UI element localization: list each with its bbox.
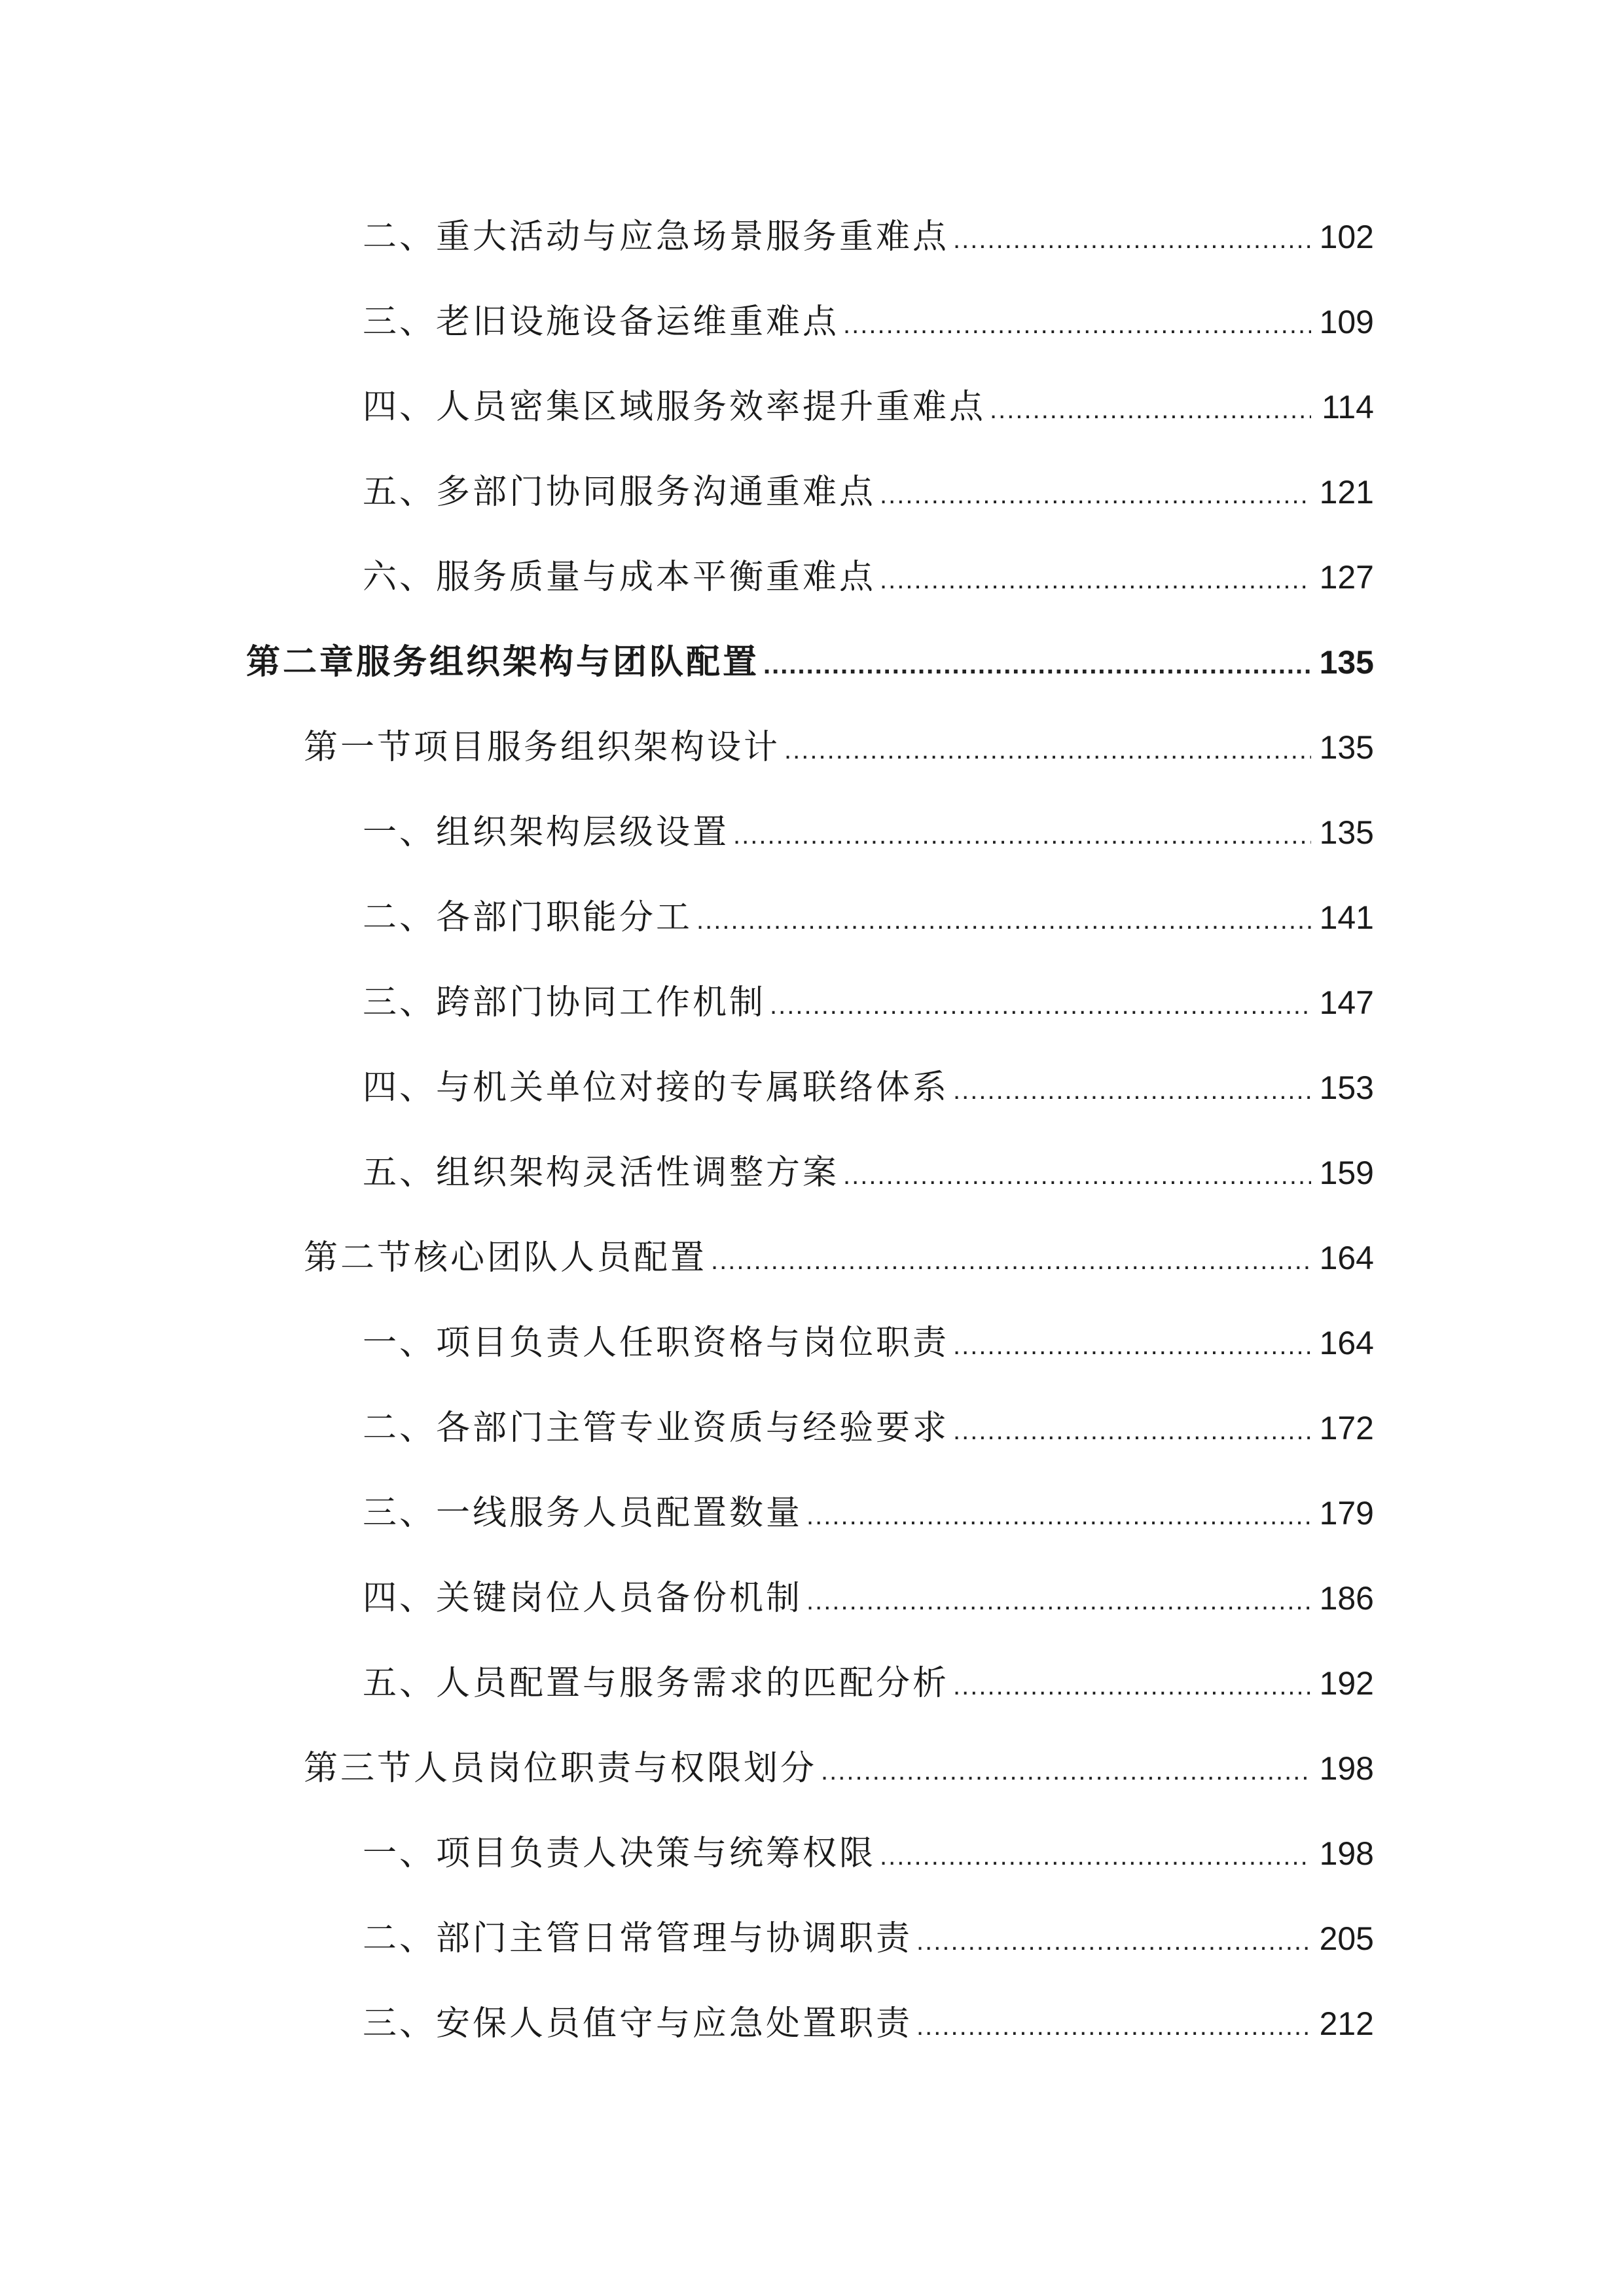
toc-entry[interactable]: [363, 1402, 1374, 1454]
toc-section-entry[interactable]: [304, 1232, 1374, 1284]
toc-dot-leader: [821, 1745, 1311, 1797]
toc-entry-title: 二、各部门主管专业资质与经验要求: [363, 1408, 950, 1448]
toc-dot-leader: [953, 213, 1311, 266]
toc-dot-leader: [880, 554, 1311, 606]
toc-dot-leader: [953, 1319, 1311, 1372]
toc-entry-title: 第二章服务组织架构与团队配置: [246, 643, 760, 682]
toc-entry-title: 三、安保人员值守与应急处置职责: [363, 2004, 913, 2043]
toc-entry-title: 第一节项目服务组织架构设计: [304, 728, 781, 767]
toc-dot-leader: [733, 809, 1311, 861]
toc-entry[interactable]: [363, 1487, 1374, 1539]
toc-entry-title: 四、人员密集区域服务效率提升重难点: [363, 387, 986, 427]
toc-entry-page: 159: [1319, 1155, 1374, 1191]
toc-entry-title: 一、项目负责人任职资格与岗位职责: [363, 1323, 950, 1363]
toc-entry[interactable]: [363, 1998, 1374, 2050]
toc-entry[interactable]: [363, 1147, 1374, 1199]
toc-entry-page: 135: [1319, 729, 1374, 766]
toc-entry-page: 192: [1319, 1665, 1374, 1702]
toc-entry-title: 一、组织架构层级设置: [363, 813, 730, 852]
toc-entry-title: 五、多部门协同服务沟通重难点: [363, 473, 876, 512]
toc-entry[interactable]: [363, 806, 1374, 859]
toc-dot-leader: [843, 1149, 1311, 1202]
toc-entry[interactable]: [363, 1572, 1374, 1624]
toc-entry-title: 第三节人员岗位职责与权限划分: [304, 1749, 818, 1788]
toc-entry-page: 186: [1319, 1580, 1374, 1617]
toc-dot-leader: [953, 1405, 1311, 1457]
toc-entry-title: 四、与机关单位对接的专属联络体系: [363, 1068, 950, 1107]
toc-dot-leader: [806, 1490, 1311, 1542]
toc-dot-leader: [880, 469, 1311, 521]
toc-dot-leader: [990, 384, 1311, 436]
toc-entry-title: 二、重大活动与应急场景服务重难点: [363, 217, 950, 257]
toc-entry-page: 127: [1319, 559, 1374, 596]
toc-entry-title: 五、人员配置与服务需求的匹配分析: [363, 1664, 950, 1703]
toc-entry-page: 109: [1319, 304, 1374, 340]
toc-entry-page: 135: [1319, 644, 1374, 681]
toc-entry-page: 179: [1319, 1495, 1374, 1532]
toc-entry-page: 102: [1319, 219, 1374, 255]
toc-section-entry[interactable]: [304, 721, 1374, 774]
toc-entry[interactable]: [363, 296, 1374, 348]
toc-entry-page: 205: [1319, 1920, 1374, 1957]
toc-entry[interactable]: [363, 1827, 1374, 1880]
toc-entry-title: 六、服务质量与成本平衡重难点: [363, 558, 876, 597]
toc-entry[interactable]: [363, 1062, 1374, 1114]
toc-entry-title: 二、部门主管日常管理与协调职责: [363, 1919, 913, 1958]
toc-entry[interactable]: [363, 211, 1374, 263]
toc-entry[interactable]: [363, 977, 1374, 1029]
toc-chapter-entry[interactable]: [246, 636, 1374, 689]
toc-entry-title: 三、老旧设施设备运维重难点: [363, 302, 840, 342]
toc-entry-page: 164: [1319, 1240, 1374, 1276]
toc-entry-title: 五、组织架构灵活性调整方案: [363, 1153, 840, 1193]
toc-entry[interactable]: [363, 466, 1374, 518]
toc-dot-leader: [711, 1234, 1311, 1287]
toc-entry-title: 二、各部门职能分工: [363, 898, 693, 937]
toc-entry-page: 164: [1319, 1325, 1374, 1361]
toc-dot-leader: [843, 298, 1311, 351]
toc-entry-page: 135: [1319, 814, 1374, 851]
toc-dot-leader: [916, 1915, 1311, 1967]
toc-entry-page: 212: [1319, 2005, 1374, 2042]
toc-entry-page: 153: [1319, 1069, 1374, 1106]
toc-entry-title: 一、项目负责人决策与统筹权限: [363, 1834, 876, 1873]
toc-entry-title: 第二节核心团队人员配置: [304, 1238, 708, 1278]
toc-dot-leader: [696, 894, 1311, 946]
toc-entry[interactable]: [363, 551, 1374, 603]
toc-entry-title: 四、关键岗位人员备份机制: [363, 1579, 803, 1618]
toc-dot-leader: [770, 979, 1311, 1031]
toc-section-entry[interactable]: [304, 1742, 1374, 1795]
toc-dot-leader: [953, 1064, 1311, 1117]
toc-entry-page: 141: [1319, 899, 1374, 936]
toc-dot-leader: [916, 2000, 1311, 2053]
toc-entry[interactable]: [363, 381, 1374, 433]
toc-dot-leader: [880, 1830, 1311, 1882]
toc-entry-page: 198: [1319, 1750, 1374, 1787]
toc-entry-page: 198: [1319, 1835, 1374, 1872]
toc-entry[interactable]: [363, 1657, 1374, 1710]
toc-entry-title: 三、跨部门协同工作机制: [363, 983, 767, 1022]
toc-entry-title: 三、一线服务人员配置数量: [363, 1494, 803, 1533]
toc-dot-leader: [806, 1575, 1311, 1627]
toc-entry-page: 121: [1319, 474, 1374, 511]
toc-entry[interactable]: [363, 1912, 1374, 1965]
toc-entry-page: 147: [1319, 984, 1374, 1021]
toc-entry-page: 172: [1319, 1410, 1374, 1446]
toc-entry[interactable]: [363, 1317, 1374, 1369]
toc-dot-leader: [953, 1660, 1311, 1712]
toc-dot-leader: [763, 639, 1311, 691]
toc-entry-page: 114: [1322, 389, 1374, 425]
toc-dot-leader: [784, 724, 1311, 776]
toc-entry[interactable]: [363, 891, 1374, 944]
